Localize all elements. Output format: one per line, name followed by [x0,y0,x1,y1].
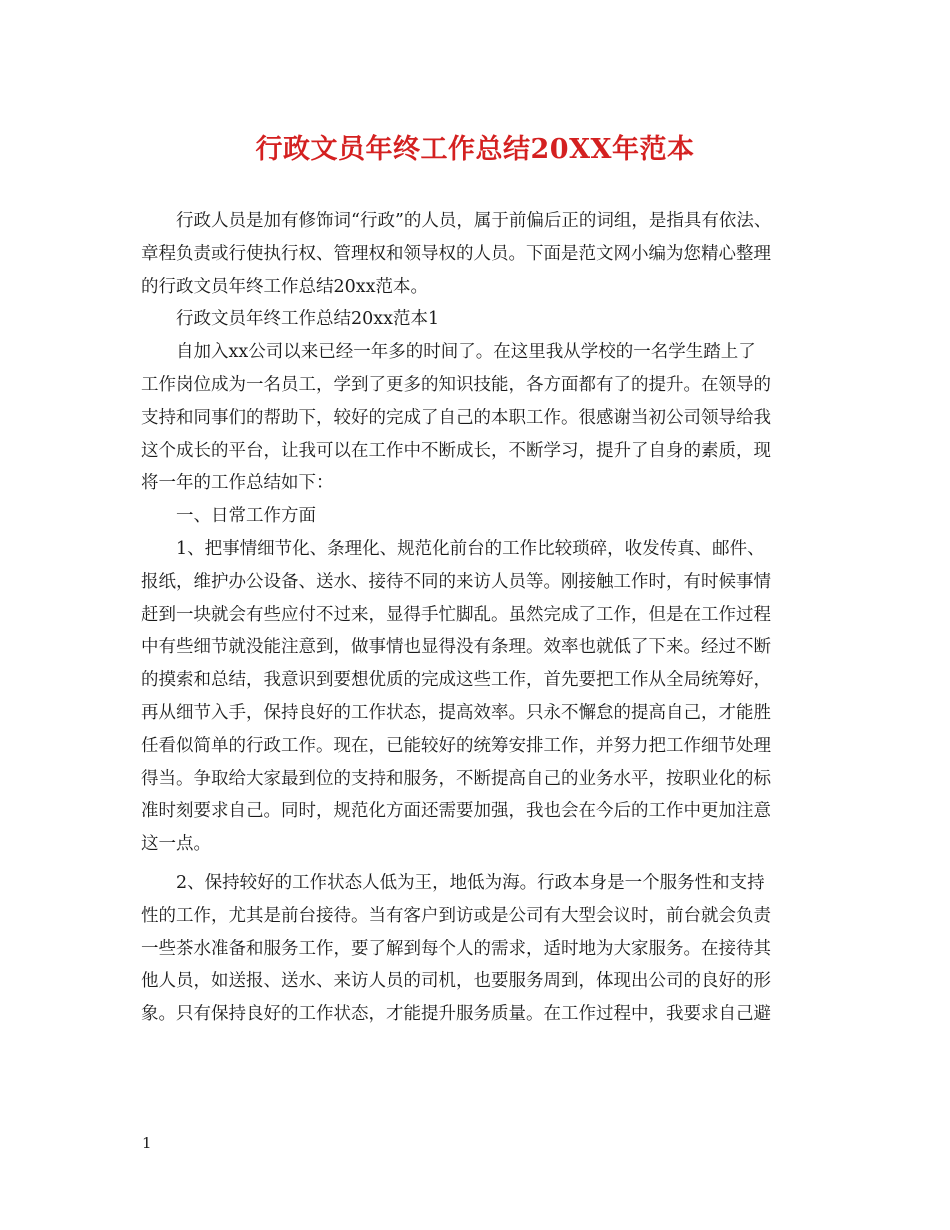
paragraph-item-1: 1、把事情细节化、条理化、规范化前台的工作比较琐碎，收发传真、邮件、 报纸，维护办公设备、送水、接待不同的来访人员等。刚接触工作时，有时候事情 赶到一块就会有些应付不过来，显得手忙脚乱。虽然完成了工作，但是在工作过程 中有些细节就没能注意到，做事情也显得没有条理。效率也就低了下来。经过不断 的摸索和总结，我意识到要想优质的完成这些工作，首先要把工作从全局统筹好， 再从细节入手，保持良好的工作状态，提高效率。只永不懈怠的提高自己，才能胜 任看似简单的行政工作。现在，已能较好的统筹安排工作，并努力把工作细节处理 得当。争取给大家最到位的支持和服务，不断提高自己的业务水平，按职业化的标 准时刻要求自己。同时，规范化方面还需要加强，我也会在今后的工作中更加注意 这一点。 [141,538,771,855]
document-body [141,205,823,1031]
paragraph-subtitle: 行政文员年终工作总结20xx范本1 [176,309,440,330]
section-heading: 一、日常工作方面 [176,506,316,527]
paragraph-item-2: 2、保持较好的工作状态人低为王，地低为海。行政本身是一个服务性和支持 性的工作，尤其是前台接待。当有客户到访或是公司有大型会议时，前台就会负责 一些茶水准备和服务工作，要了解到每个人的需求，适时地为大家服务。在接待其 他人员，如送报、送水、来访人员的司机，也要服务周到，体现出公司的良好的形 象。只有保持良好的工作状态，才能提升服务质量。在工作过程中，我要求自己避 [141,872,771,1025]
page-number: 1 [142,1134,152,1152]
paragraph-opening: 自加入xx公司以来已经一年多的时间了。在这里我从学校的一名学生踏上了 工作岗位成为一名员工，学到了更多的知识技能，各方面都有了的提升。在领导的 支持和同事们的帮助下，较好的完成了自己的本职工作。很感谢当初公司领导给我 这个成长的平台，让我可以在工作中不断成长，不断学习，提升了自身的素质，现 将一年的工作总结如下： [141,342,771,494]
page-title: 行政文员年终工作总结20XX年范本 [255,134,695,165]
paragraph-intro: 行政人员是加有修饰词“行政”的人员，属于前偏后正的词组，是指具有依法、 章程负责或行使执行权、管理权和领导权的人员。下面是范文网小编为您精心整理 的行政文员年终工作总结20xx范本。 [141,211,772,297]
